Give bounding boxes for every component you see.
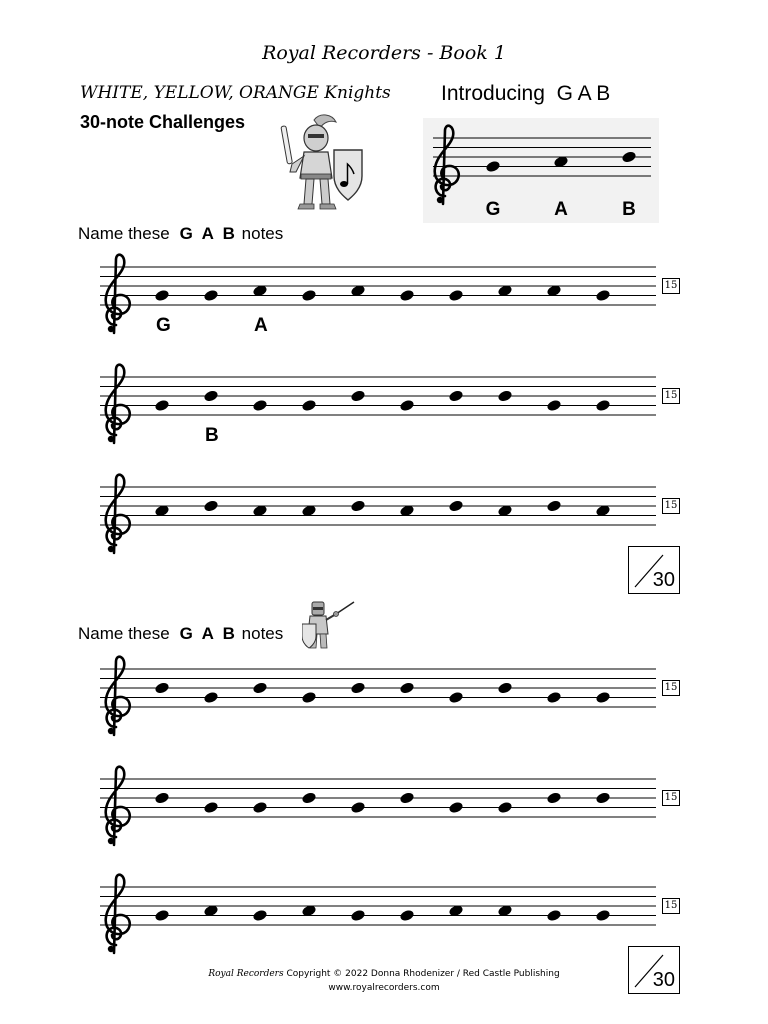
note-b bbox=[399, 681, 415, 695]
note-b bbox=[203, 389, 219, 403]
instruction bbox=[78, 624, 283, 644]
instruction-note-g: G bbox=[179, 224, 193, 243]
instruction-prefix: Name these bbox=[78, 224, 170, 243]
treble-clef-icon bbox=[106, 875, 130, 953]
footer-brand: Royal Recorders bbox=[208, 969, 284, 979]
note-g bbox=[595, 399, 611, 413]
note-b bbox=[546, 791, 562, 805]
staff-count-box: 15 bbox=[662, 898, 680, 914]
intro-note-label: G bbox=[485, 199, 501, 220]
note-b bbox=[448, 499, 464, 513]
staff-1-3 bbox=[0, 467, 768, 547]
note-g bbox=[350, 909, 366, 923]
note-g bbox=[546, 691, 562, 705]
footer-copyright: Copyright © 2022 Donna Rhodenizer / Red Castle Publishing bbox=[286, 969, 560, 979]
footer bbox=[0, 967, 768, 995]
note-g bbox=[595, 691, 611, 705]
note-g bbox=[203, 691, 219, 705]
intro-note-label: A bbox=[554, 199, 568, 220]
instruction-note-a: A bbox=[201, 624, 214, 643]
note-b bbox=[399, 791, 415, 805]
staff-count-box: 15 bbox=[662, 680, 680, 696]
note-g bbox=[252, 399, 268, 413]
note-b bbox=[350, 681, 366, 695]
knight-with-baton-icon bbox=[302, 600, 362, 658]
note-g bbox=[350, 801, 366, 815]
note-b bbox=[252, 681, 268, 695]
instruction-note-g: G bbox=[179, 624, 193, 643]
staff-2-1 bbox=[0, 649, 768, 729]
note-g bbox=[301, 691, 317, 705]
instruction-note-b: B bbox=[222, 624, 235, 643]
note-b bbox=[301, 791, 317, 805]
note-g bbox=[252, 909, 268, 923]
instruction bbox=[78, 224, 283, 244]
answer-label: B bbox=[205, 425, 219, 446]
note-g bbox=[448, 691, 464, 705]
intro-note-label: B bbox=[622, 199, 636, 220]
note-b bbox=[546, 499, 562, 513]
score-box[interactable] bbox=[628, 546, 680, 594]
staff-count-box: 15 bbox=[662, 498, 680, 514]
note-g bbox=[399, 909, 415, 923]
note-b bbox=[595, 791, 611, 805]
note-g bbox=[448, 289, 464, 303]
note-g bbox=[546, 399, 562, 413]
note-g bbox=[154, 399, 170, 413]
note-g bbox=[595, 909, 611, 923]
score-total: 30 bbox=[652, 569, 675, 591]
note-b bbox=[203, 499, 219, 513]
note-b bbox=[448, 389, 464, 403]
note-g bbox=[203, 801, 219, 815]
footer-website: www.royalrecorders.com bbox=[328, 983, 440, 993]
treble-clef-icon bbox=[106, 657, 130, 735]
knight-with-recorder-icon bbox=[270, 112, 370, 216]
note-b bbox=[154, 681, 170, 695]
staff-1-1 bbox=[0, 247, 768, 327]
score-total: 30 bbox=[652, 969, 675, 991]
note-g bbox=[595, 289, 611, 303]
staff-count-box: 15 bbox=[662, 388, 680, 404]
answer-label: G bbox=[156, 315, 171, 336]
note-g bbox=[301, 399, 317, 413]
note-b bbox=[350, 389, 366, 403]
note-g bbox=[154, 289, 170, 303]
level-title: WHITE, YELLOW, ORANGE Knights bbox=[80, 83, 391, 103]
note-g bbox=[448, 801, 464, 815]
staff-2-3 bbox=[0, 867, 768, 947]
note-g bbox=[399, 399, 415, 413]
instruction-note-a: A bbox=[201, 224, 214, 243]
note-g bbox=[546, 909, 562, 923]
instruction-prefix: Name these bbox=[78, 624, 170, 643]
note-b bbox=[154, 791, 170, 805]
staff-1-2 bbox=[0, 357, 768, 437]
note-g bbox=[154, 909, 170, 923]
treble-clef-icon bbox=[106, 475, 130, 553]
instruction-note-b: B bbox=[222, 224, 235, 243]
note-g bbox=[252, 801, 268, 815]
treble-clef-icon bbox=[106, 767, 130, 845]
staff-count-box: 15 bbox=[662, 278, 680, 294]
treble-clef-icon bbox=[106, 365, 130, 443]
note-b bbox=[350, 499, 366, 513]
staff-count-box: 15 bbox=[662, 790, 680, 806]
intro-staff bbox=[423, 118, 659, 223]
instruction-suffix: notes bbox=[241, 624, 284, 643]
note-g bbox=[399, 289, 415, 303]
treble-clef-icon bbox=[106, 255, 130, 333]
page-title: Royal Recorders - Book 1 bbox=[262, 42, 506, 64]
staff-2-2 bbox=[0, 759, 768, 839]
challenge-title: 30-note Challenges bbox=[80, 112, 246, 132]
intro-title: Introducing G A B bbox=[441, 82, 611, 105]
note-b bbox=[497, 681, 513, 695]
note-g bbox=[203, 289, 219, 303]
instruction-suffix: notes bbox=[241, 224, 284, 243]
note-g bbox=[497, 801, 513, 815]
answer-label: A bbox=[254, 315, 268, 336]
note-b bbox=[497, 389, 513, 403]
note-g bbox=[301, 289, 317, 303]
